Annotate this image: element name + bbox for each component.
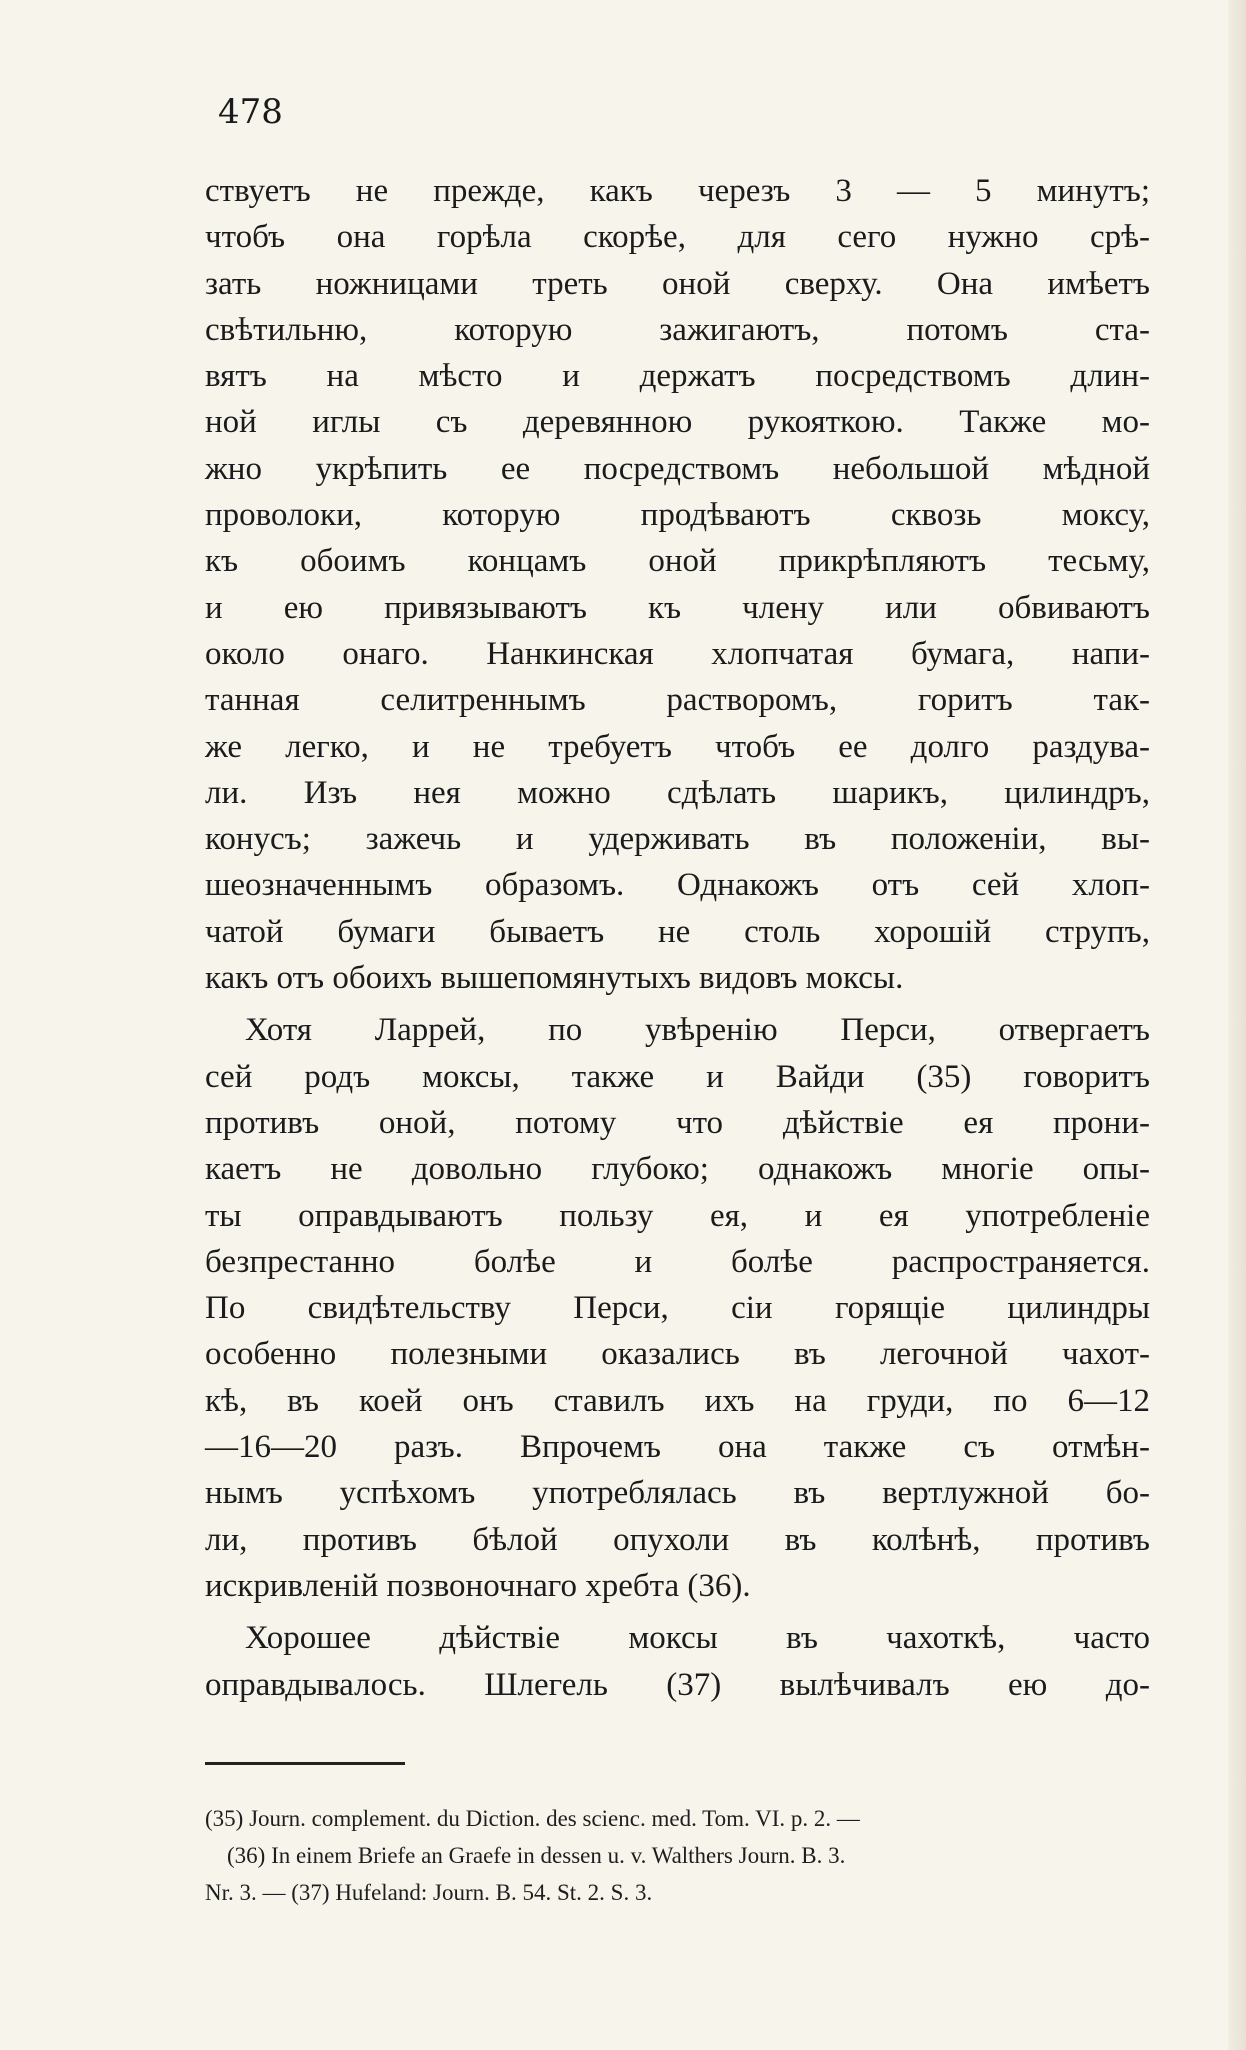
footnote-line: (35) Journ. complement. du Diction. des scienc. med. Tom. VI. p. 2. —	[205, 1806, 860, 1831]
text-line: чтобъ она горѣла скорѣе, для сего нужно срѣ-	[205, 219, 1150, 256]
text-line: свѣтильню, которую зажигаютъ, потомъ ста-	[205, 311, 1150, 348]
text-line: проволоки, которую продѣваютъ сквозь моксу,	[205, 497, 1150, 534]
text-line: Хорошее дѣйствіе моксы въ чахоткѣ, часто	[245, 1620, 1150, 1657]
text-line: и ею привязываютъ къ члену или обвиваютъ	[205, 589, 1150, 626]
footnotes	[205, 1800, 1150, 1911]
footnote-divider	[205, 1762, 405, 1765]
text-line: особенно полезными оказались въ легочной чахот-	[205, 1336, 1150, 1373]
body-text	[205, 168, 1150, 1708]
text-line: конусъ; зажечь и удерживать въ положеніи, вы-	[205, 821, 1150, 858]
text-line: оправдывалось. Шлегель (37) вылѣчивалъ ею до-	[205, 1666, 1150, 1703]
text-line: —16—20 разъ. Впрочемъ она также съ отмѣн-	[205, 1429, 1150, 1466]
text-line: ли, противъ бѣлой опухоли въ колѣнѣ, противъ	[205, 1521, 1150, 1558]
text-line: ствуетъ не прежде, какъ черезъ 3 — 5 минутъ;	[205, 173, 1150, 209]
text-line: же легко, и не требуетъ чтобъ ее долго раздува-	[205, 728, 1150, 765]
text-line: искривленій позвоночнаго хребта (36).	[205, 1567, 751, 1604]
text-line: около онаго. Нанкинская хлопчатая бумага, напи-	[205, 635, 1150, 672]
text-line: каетъ не довольно глубоко; однакожъ многіе опы-	[205, 1151, 1150, 1188]
text-line: шеозначеннымъ образомъ. Однакожъ отъ сей хлоп-	[205, 867, 1150, 904]
text-line: танная селитреннымъ растворомъ, горитъ так-	[205, 682, 1150, 719]
footnote-line: (36) In einem Briefe an Graefe in dessen u. v. Walthers Journ. B. 3.	[227, 1843, 846, 1868]
text-line: ли. Изъ нея можно сдѣлать шарикъ, цилиндръ,	[205, 774, 1150, 811]
page-edge	[1228, 0, 1246, 2050]
text-line: кѣ, въ коей онъ ставилъ ихъ на груди, по 6—12	[205, 1382, 1150, 1419]
text-line: ты оправдываютъ пользу ея, и ея употребленіе	[205, 1197, 1150, 1234]
text-line: жно укрѣпить ее посредствомъ небольшой мѣдной	[205, 450, 1150, 487]
text-line: сей родъ моксы, также и Вайди (35) говоритъ	[205, 1058, 1150, 1095]
text-line: къ обоимъ концамъ оной прикрѣпляютъ тесьму,	[205, 543, 1150, 580]
page-number: 478	[218, 92, 283, 132]
text-line: безпрестанно болѣе и болѣе распространяется.	[205, 1243, 1150, 1280]
text-line: чатой бумаги бываетъ не столь хорошій струпъ,	[205, 913, 1150, 950]
text-line: зать ножницами треть оной сверху. Она имѣетъ	[205, 265, 1150, 302]
text-line: нымъ успѣхомъ употреблялась въ вертлужной бо-	[205, 1475, 1150, 1512]
text-line: Хотя Ларрей, по увѣренію Перси, отвергаетъ	[245, 1012, 1150, 1049]
text-line: вятъ на мѣсто и держатъ посредствомъ длин-	[205, 358, 1150, 395]
text-line: По свидѣтельству Перси, сіи горящіе цилиндры	[205, 1290, 1150, 1327]
text-line: противъ оной, потому что дѣйствіе ея прони-	[205, 1104, 1150, 1141]
text-line: какъ отъ обоихъ вышепомянутыхъ видовъ моксы.	[205, 960, 904, 997]
text-line: ной иглы съ деревянною рукояткою. Также мо-	[205, 404, 1150, 441]
footnote-line: Nr. 3. — (37) Hufeland: Journ. B. 54. St. 2. S. 3.	[205, 1880, 653, 1905]
